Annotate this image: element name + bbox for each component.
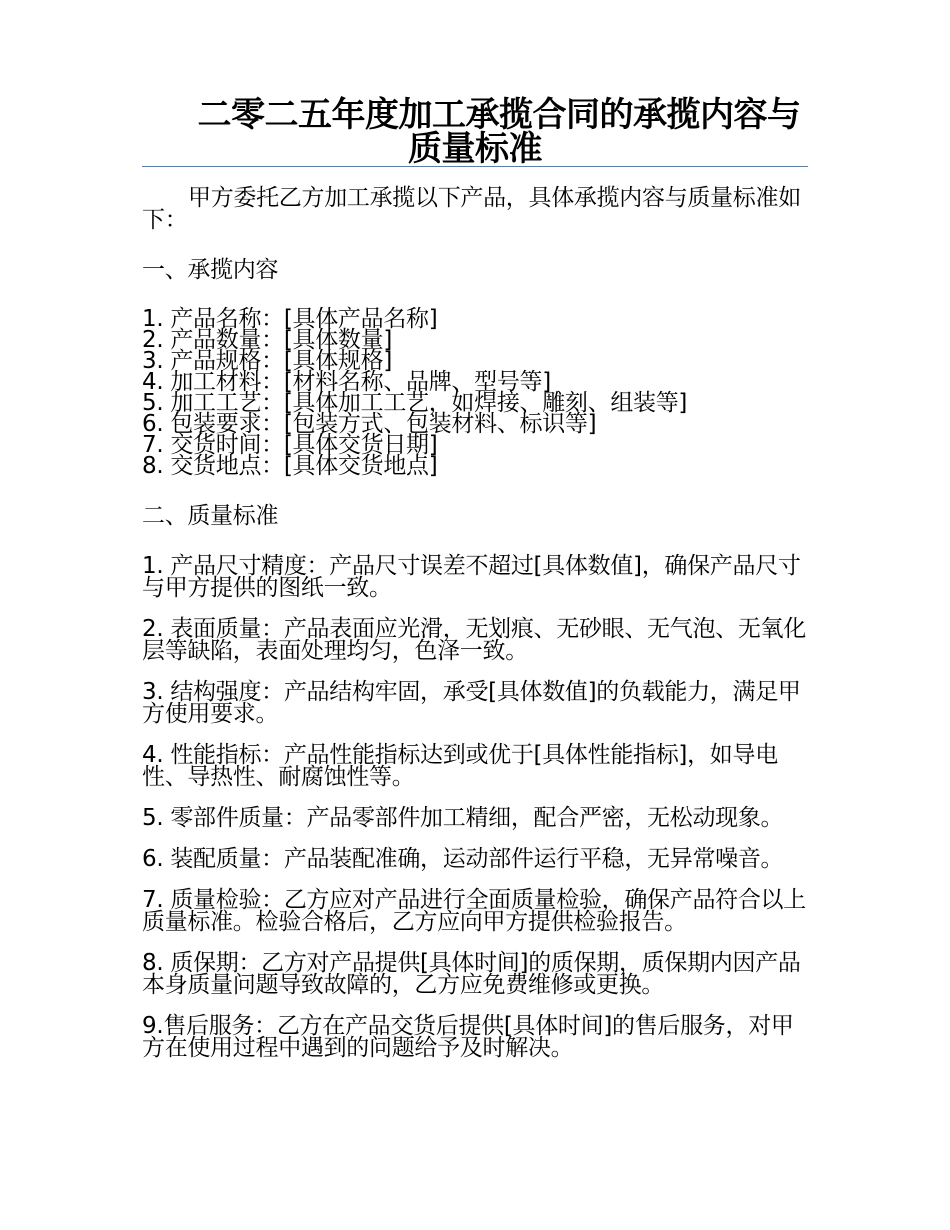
quality-list	[142, 555, 808, 1059]
quality-item: 4. 性能指标：产品性能指标达到或优于[具体性能指标]，如导电性、导热性、耐腐蚀性等。	[142, 742, 778, 790]
section-heading-content: 一、承揽内容	[142, 257, 279, 283]
title-line-1: 二零二五年度加工承揽合同的承揽内容与	[197, 95, 801, 135]
quality-item: 8. 质保期：乙方对产品提供[具体时间]的质保期，质保期内因产品本身质量问题导致故障的，乙方应免费维修或更换。	[142, 950, 801, 998]
section-heading-quality: 二、质量标准	[142, 503, 279, 529]
title-line-2: 质量标准	[408, 129, 542, 169]
list-item: 8. 交货地点：[具体交货地点]	[142, 453, 438, 479]
list-item: 2. 产品数量：[具体数量]	[142, 327, 393, 353]
quality-item: 2. 表面质量：产品表面应光滑，无划痕、无砂眼、无气泡、无氧化层等缺陷，表面处理均匀，色泽一致。	[142, 616, 806, 664]
content-list	[142, 306, 808, 479]
quality-item: 1. 产品尺寸精度：产品尺寸误差不超过[具体数值]，确保产品尺寸与甲方提供的图纸一致。	[142, 553, 801, 601]
list-item: 6. 包装要求：[包装方式、包装材料、标识等]	[142, 411, 597, 437]
quality-item: 7. 质量检验：乙方应对产品进行全面质量检验，确保产品符合以上质量标准。检验合格后，乙方应向甲方提供检验报告。	[142, 887, 806, 935]
list-item: 1. 产品名称：[具体产品名称]	[142, 306, 438, 332]
quality-item: 5. 零部件质量：产品零部件加工精细，配合严密，无松动现象。	[142, 805, 784, 831]
list-item: 7. 交货时间：[具体交货日期]	[142, 432, 438, 458]
list-item: 3. 产品规格：[具体规格]	[142, 348, 393, 374]
document-title	[142, 0, 808, 169]
quality-item: 3. 结构强度：产品结构牢固，承受[具体数值]的负载能力，满足甲方使用要求。	[142, 679, 801, 727]
intro-paragraph: 甲方委托乙方加工承揽以下产品，具体承揽内容与质量标准如下：	[142, 185, 801, 233]
list-item: 4. 加工材料：[材料名称、品牌、型号等]	[142, 369, 551, 395]
quality-item: 9.售后服务：乙方在产品交货后提供[具体时间]的售后服务，对甲方在使用过程中遇到的问题给予及时解决。	[142, 1013, 794, 1061]
quality-item: 6. 装配质量：产品装配准确，运动部件运行平稳，无异常噪音。	[142, 846, 784, 872]
list-item: 5. 加工工艺：[具体加工工艺，如焊接、雕刻、组装等]	[142, 390, 688, 416]
